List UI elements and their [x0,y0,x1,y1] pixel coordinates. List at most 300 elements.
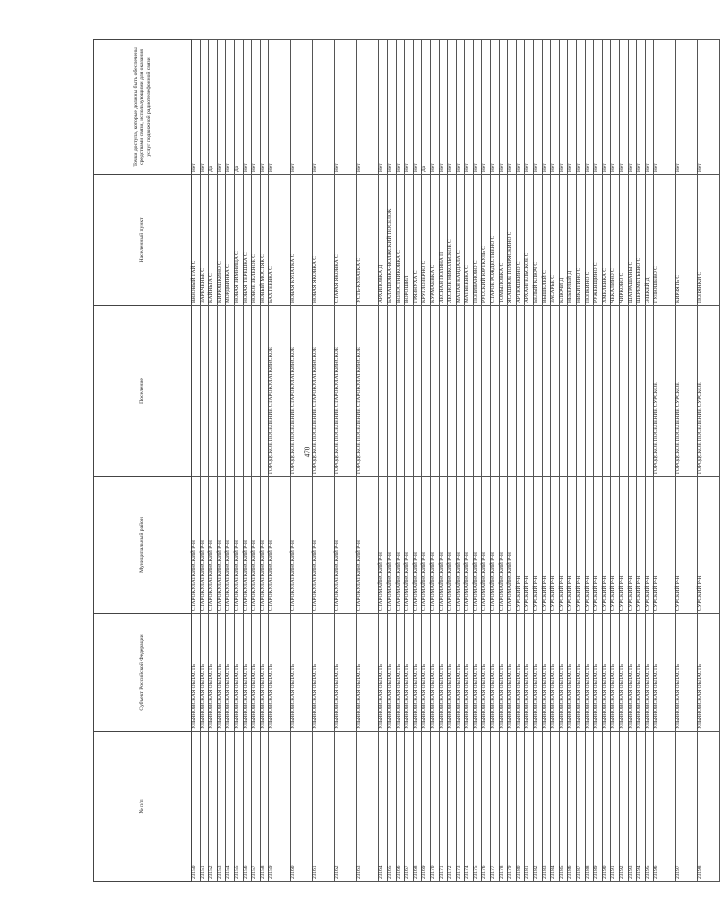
locality-cell: ТОМЫЛОВКА С [499,175,508,306]
settlement-cell [551,306,560,477]
locality-cell: СТАРАЯ ЯКОВКА С [335,175,357,306]
subject-cell: УЛЬЯНОВСКАЯ ОБЛАСТЬ [516,614,525,732]
access-point-cell: Нет [456,40,465,175]
table-row [637,40,646,882]
district-cell: СТАРОКУЛАТКИНСКИЙ Р-Н [252,477,261,614]
access-point-cell: Нет [619,40,628,175]
settlement-cell [559,306,568,477]
settlement-cell [516,306,525,477]
subject-cell: УЛЬЯНОВСКАЯ ОБЛАСТЬ [430,614,439,732]
row-number-cell: 23188 [585,732,594,882]
access-point-cell: Нет [217,40,226,175]
row-number-cell: 23196 [654,732,676,882]
settlement-cell [628,306,637,477]
subject-cell: УЛЬЯНОВСКАЯ ОБЛАСТЬ [439,614,448,732]
district-cell: СТАРОМАЙНСКИЙ Р-Н [430,477,439,614]
access-point-cell: Нет [611,40,620,175]
settlement-cell [534,306,543,477]
locality-cell: ШАТРАШАНЫ С [628,175,637,306]
settlement-cell [379,306,388,477]
district-cell: СУРСКИЙ Р-Н [698,477,720,614]
settlement-cell [226,306,235,477]
row-number-cell: 23156 [243,732,252,882]
subject-cell: УЛЬЯНОВСКАЯ ОБЛАСТЬ [585,614,594,732]
subject-cell: УЛЬЯНОВСКАЯ ОБЛАСТЬ [200,614,209,732]
row-number-cell: 23197 [676,732,698,882]
subject-cell: УЛЬЯНОВСКАЯ ОБЛАСТЬ [217,614,226,732]
settlement-cell: ГОРОДСКОЕ ПОСЕЛЕНИЕ СТАРОКУЛАТКИНСКОЕ [357,306,379,477]
subject-cell: УЛЬЯНОВСКАЯ ОБЛАСТЬ [396,614,405,732]
district-cell: СТАРОКУЛАТКИНСКИЙ Р-Н [260,477,269,614]
table-row [192,40,201,882]
district-cell: СТАРОМАЙНСКИЙ Р-Н [499,477,508,614]
access-point-cell: Нет [269,40,291,175]
subject-cell: УЛЬЯНОВСКАЯ ОБЛАСТЬ [577,614,586,732]
subject-cell: УЛЬЯНОВСКАЯ ОБЛАСТЬ [243,614,252,732]
table-row [291,40,313,882]
row-number-cell: 23183 [542,732,551,882]
district-cell: СТАРОМАЙНСКИЙ Р-Н [465,477,474,614]
district-cell: СТАРОМАЙНСКИЙ Р-Н [422,477,431,614]
subject-cell: УЛЬЯНОВСКАЯ ОБЛАСТЬ [335,614,357,732]
access-point-cell: Нет [335,40,357,175]
row-number-cell: 23189 [594,732,603,882]
subject-cell: УЛЬЯНОВСКАЯ ОБЛАСТЬ [568,614,577,732]
row-number-cell: 23173 [456,732,465,882]
settlement-cell: ГОРОДСКОЕ ПОСЕЛЕНИЕ СТАРОКУЛАТКИНСКОЕ [335,306,357,477]
row-number-cell: 23159 [269,732,291,882]
row-number-cell: 23179 [508,732,517,882]
access-point-cell: Нет [654,40,676,175]
access-point-cell: Нет [525,40,534,175]
table-row [209,40,218,882]
district-cell: СУРСКИЙ Р-Н [516,477,525,614]
settlement-cell: ГОРОДСКОЕ ПОСЕЛЕНИЕ СТАРОКУЛАТКИНСКОЕ [269,306,291,477]
locality-cell: БАХТЕЕВКА С [269,175,291,306]
district-cell: СТАРОКУЛАТКИНСКИЙ Р-Н [335,477,357,614]
row-number-cell: 23160 [291,732,313,882]
access-point-cell: Нет [430,40,439,175]
row-number-cell: 23152 [209,732,218,882]
table-row [335,40,357,882]
settlement-cell [473,306,482,477]
subject-cell: УЛЬЯНОВСКАЯ ОБЛАСТЬ [534,614,543,732]
district-cell: СУРСКИЙ Р-Н [534,477,543,614]
table-row [594,40,603,882]
locality-cell: ЭЗЕКЕЙ Д [645,175,654,306]
row-number-cell: 23192 [619,732,628,882]
access-point-cell: Нет [357,40,379,175]
access-point-cell: Да [422,40,431,175]
access-point-cell: Нет [252,40,261,175]
subject-cell: УЛЬЯНОВСКАЯ ОБЛАСТЬ [456,614,465,732]
locality-cell: КУРМАЕВКА С [430,175,439,306]
district-cell: СТАРОМАЙНСКИЙ Р-Н [482,477,491,614]
settlement-cell [568,306,577,477]
locality-cell: ЛЕСНАЯ ПОЛЯНА П [439,175,448,306]
table-row [387,40,396,882]
settlement-cell [234,306,243,477]
locality-cell: ВЫШЕЛЕЙ С [542,175,551,306]
subject-cell: УЛЬЯНОВСКАЯ ОБЛАСТЬ [226,614,235,732]
settlement-cell [422,306,431,477]
table-row [491,40,500,882]
settlements-table [93,39,720,882]
table-row [698,40,720,882]
row-number-cell: 23175 [473,732,482,882]
locality-cell: НОВЫЙ МОСТЯК С [260,175,269,306]
header-number: № п/п [94,732,192,882]
locality-cell: АРХИПОВКА Д [379,175,388,306]
settlement-cell [611,306,620,477]
district-cell: СТАРОКУЛАТКИНСКИЙ Р-Н [209,477,218,614]
settlement-cell [482,306,491,477]
subject-cell: УЛЬЯНОВСКАЯ ОБЛАСТЬ [551,614,560,732]
subject-cell: УЛЬЯНОВСКАЯ ОБЛАСТЬ [645,614,654,732]
row-number-cell: 23172 [448,732,457,882]
subject-cell: УЛЬЯНОВСКАЯ ОБЛАСТЬ [482,614,491,732]
locality-cell: АРТЮШКИНО С [516,175,525,306]
district-cell: СУРСКИЙ Р-Н [551,477,560,614]
district-cell: СТАРОКУЛАТКИНСКИЙ Р-Н [200,477,209,614]
row-number-cell: 23178 [499,732,508,882]
subject-cell: УЛЬЯНОВСКАЯ ОБЛАСТЬ [611,614,620,732]
locality-cell: НОВАЯ ТЕРЕШКА С [243,175,252,306]
locality-cell: ЧЕКАЛИНО С [611,175,620,306]
district-cell: СТАРОМАЙНСКИЙ Р-Н [508,477,517,614]
subject-cell: УЛЬЯНОВСКАЯ ОБЛАСТЬ [252,614,261,732]
subject-cell: УЛЬЯНОВСКАЯ ОБЛАСТЬ [542,614,551,732]
district-cell: СТАРОКУЛАТКИНСКИЙ Р-Н [291,477,313,614]
locality-cell: НОВАЯ КУЛАТКА С [291,175,313,306]
access-point-cell: Нет [260,40,269,175]
settlement-cell [619,306,628,477]
header-settlement: Поселение [94,306,192,477]
subject-cell: УЛЬЯНОВСКАЯ ОБЛАСТЬ [619,614,628,732]
subject-cell: УЛЬЯНОВСКАЯ ОБЛАСТЬ [387,614,396,732]
access-point-cell: Нет [387,40,396,175]
subject-cell: УЛЬЯНОВСКАЯ ОБЛАСТЬ [654,614,676,732]
locality-cell: ГРЯЗНУХА С [413,175,422,306]
access-point-cell: Нет [534,40,543,175]
table-row [430,40,439,882]
access-point-cell: Нет [676,40,698,175]
locality-cell: РУЖЕВЩИНО С [594,175,603,306]
district-cell: СУРСКИЙ Р-Н [611,477,620,614]
district-cell: СУРСКИЙ Р-Н [542,477,551,614]
table-body [192,40,720,882]
district-cell: СТАРОМАЙНСКИЙ Р-Н [387,477,396,614]
access-point-cell: Нет [405,40,414,175]
row-number-cell: 23184 [551,732,560,882]
access-point-cell: Нет [602,40,611,175]
settlement-cell [387,306,396,477]
subject-cell: УЛЬЯНОВСКАЯ ОБЛАСТЬ [602,614,611,732]
subject-cell: УЛЬЯНОВСКАЯ ОБЛАСТЬ [465,614,474,732]
table-row [577,40,586,882]
subject-cell: УЛЬЯНОВСКАЯ ОБЛАСТЬ [405,614,414,732]
locality-cell: НОВАЯ ЯКОВКА С [313,175,335,306]
row-number-cell: 23193 [628,732,637,882]
row-number-cell: 23161 [313,732,335,882]
row-number-cell: 23186 [568,732,577,882]
district-cell: СТАРОМАЙНСКИЙ Р-Н [491,477,500,614]
settlement-cell [405,306,414,477]
district-cell: СУРСКИЙ Р-Н [676,477,698,614]
row-number-cell: 23198 [698,732,720,882]
district-cell: СУРСКИЙ Р-Н [637,477,646,614]
settlement-cell [585,306,594,477]
access-point-cell: Нет [313,40,335,175]
locality-cell: СТАРОЕ РОЖДЕСТВЕНО С [491,175,500,306]
settlement-cell [637,306,646,477]
subject-cell: УЛЬЯНОВСКАЯ ОБЛАСТЬ [313,614,335,732]
district-cell: СТАРОМАЙНСКИЙ Р-Н [473,477,482,614]
row-number-cell: 23163 [357,732,379,882]
locality-cell: ВОЛОСТНИКОВКА С [396,175,405,306]
locality-cell: КАЙНЬГА С [209,175,218,306]
access-point-cell: Да [234,40,243,175]
access-point-cell: Нет [243,40,252,175]
access-point-cell: Нет [439,40,448,175]
row-number-cell: 23182 [534,732,543,882]
settlement-cell [508,306,517,477]
row-number-cell: 23162 [335,732,357,882]
locality-cell: УСТЬ-КУЛАТКА С [357,175,379,306]
subject-cell: УЛЬЯНОВСКАЯ ОБЛАСТЬ [508,614,517,732]
settlement-cell [456,306,465,477]
settlement-cell [413,306,422,477]
district-cell: СУРСКИЙ Р-Н [602,477,611,614]
settlement-cell [243,306,252,477]
page-number: 470 [303,446,312,458]
access-point-cell: Нет [448,40,457,175]
row-number-cell: 23180 [516,732,525,882]
locality-cell: ПОЛКИНО С [585,175,594,306]
row-number-cell: 23157 [252,732,261,882]
access-point-cell: Нет [568,40,577,175]
access-point-cell: Нет [192,40,201,175]
row-number-cell: 23191 [611,732,620,882]
district-cell: СТАРОКУЛАТКИНСКИЙ Р-Н [234,477,243,614]
subject-cell: УЛЬЯНОВСКАЯ ОБЛАСТЬ [628,614,637,732]
settlement-cell [542,306,551,477]
district-cell: СУРСКИЙ Р-Н [654,477,676,614]
subject-cell: УЛЬЯНОВСКАЯ ОБЛАСТЬ [559,614,568,732]
settlement-cell [491,306,500,477]
locality-cell: ШЕРЕМЕТЬЕВО С [637,175,646,306]
locality-cell: НОВАЯ ЗИМНИЦА С [234,175,243,306]
settlement-cell [252,306,261,477]
locality-cell: ЯСАШНОЕ ПОМРЯСКИНО С [508,175,517,306]
settlement-cell [200,306,209,477]
district-cell: СТАРОМАЙНСКИЙ Р-Н [448,477,457,614]
subject-cell: УЛЬЯНОВСКАЯ ОБЛАСТЬ [525,614,534,732]
access-point-cell: Да [209,40,218,175]
locality-cell: БАЛАШОВКА-ВОЛЖСКИЙ ПОСЕЛОК [387,175,396,306]
locality-cell: МАЛАЯ КАНДАЛА С [456,175,465,306]
district-cell: СТАРОКУЛАТКИНСКИЙ Р-Н [243,477,252,614]
district-cell: СТАРОКУЛАТКИНСКИЙ Р-Н [357,477,379,614]
table-row [619,40,628,882]
district-cell: СТАРОМАЙНСКИЙ Р-Н [439,477,448,614]
settlement-cell [192,306,201,477]
subject-cell: УЛЬЯНОВСКАЯ ОБЛАСТЬ [594,614,603,732]
subject-cell: УЛЬЯНОВСКАЯ ОБЛАСТЬ [357,614,379,732]
subject-cell: УЛЬЯНОВСКАЯ ОБЛАСТЬ [491,614,500,732]
table-row [252,40,261,882]
subject-cell: УЛЬЯНОВСКАЯ ОБЛАСТЬ [422,614,431,732]
district-cell: СУРСКИЙ Р-Н [577,477,586,614]
settlement-cell [448,306,457,477]
settlement-cell [577,306,586,477]
row-number-cell: 23164 [379,732,388,882]
settlement-cell [465,306,474,477]
access-point-cell: Нет [628,40,637,175]
locality-cell: МОРДВИНКА С [226,175,235,306]
table-row [313,40,335,882]
row-number-cell: 23167 [405,732,414,882]
table-header-row [94,40,192,882]
locality-cell: ЧИРКОВО С [619,175,628,306]
locality-cell: ЛЕСНОЕ НИКОЛЬСКОЕ С [448,175,457,306]
settlement-cell [439,306,448,477]
locality-cell: АРХАНГЕЛЬСКОЕ С [525,175,534,306]
settlement-cell [430,306,439,477]
row-number-cell: 23150 [192,732,201,882]
row-number-cell: 23177 [491,732,500,882]
access-point-cell: Нет [200,40,209,175]
access-point-cell: Нет [577,40,586,175]
subject-cell: УЛЬЯНОВСКАЯ ОБЛАСТЬ [291,614,313,732]
settlement-cell [499,306,508,477]
table-row [234,40,243,882]
table-row [357,40,379,882]
access-point-cell: Нет [465,40,474,175]
subject-cell: УЛЬЯНОВСКАЯ ОБЛАСТЬ [473,614,482,732]
table-row [405,40,414,882]
subject-cell: УЛЬЯНОВСКАЯ ОБЛАСТЬ [499,614,508,732]
locality-cell: БЕЛЫЙ КЛЮЧ С [534,175,543,306]
district-cell: СТАРОКУЛАТКИНСКИЙ Р-Н [217,477,226,614]
district-cell: СТАРОКУЛАТКИНСКИЙ Р-Н [269,477,291,614]
district-cell: СУРСКИЙ Р-Н [525,477,534,614]
settlement-cell [602,306,611,477]
subject-cell: УЛЬЯНОВСКАЯ ОБЛАСТЬ [269,614,291,732]
locality-cell: ЗАРЕЧЕНЬЕ С [200,175,209,306]
row-number-cell: 23153 [217,732,226,882]
district-cell: СУРСКИЙ Р-Н [568,477,577,614]
locality-cell: ГУЛЮШЕВО С [654,175,676,306]
row-number-cell: 23166 [396,732,405,882]
subject-cell: УЛЬЯНОВСКАЯ ОБЛАСТЬ [209,614,218,732]
table-row [654,40,676,882]
access-point-cell: Нет [637,40,646,175]
subject-cell: УЛЬЯНОВСКАЯ ОБЛАСТЬ [260,614,269,732]
locality-cell: ЗАСАРЬЕ С [551,175,560,306]
settlement-cell [217,306,226,477]
settlement-cell [525,306,534,477]
access-point-cell: Нет [396,40,405,175]
access-point-cell: Нет [379,40,388,175]
row-number-cell: 23154 [226,732,235,882]
row-number-cell: 23174 [465,732,474,882]
row-number-cell: 23194 [637,732,646,882]
row-number-cell: 23185 [559,732,568,882]
rotated-table-container [93,40,704,882]
access-point-cell: Нет [291,40,313,175]
access-point-cell: Нет [499,40,508,175]
row-number-cell: 23195 [645,732,654,882]
subject-cell: УЛЬЯНОВСКАЯ ОБЛАСТЬ [413,614,422,732]
table-row [448,40,457,882]
subject-cell: УЛЬЯНОВСКАЯ ОБЛАСТЬ [192,614,201,732]
row-number-cell: 23169 [422,732,431,882]
settlement-cell: ГОРОДСКОЕ ПОСЕЛЕНИЕ СУРСКОЕ [698,306,720,477]
subject-cell: УЛЬЯНОВСКАЯ ОБЛАСТЬ [637,614,646,732]
row-number-cell: 23190 [602,732,611,882]
district-cell: СТАРОКУЛАТКИНСКИЙ Р-Н [313,477,335,614]
header-access-points: Точки доступа, которые должны быть обеспечены средствами связи, использующими для оказания услуг подвижной радиотелефонной связи [94,40,192,175]
settlement-cell [396,306,405,477]
district-cell: СУРСКИЙ Р-Н [645,477,654,614]
locality-cell: НЕБЕРЛЕЙ Д [568,175,577,306]
row-number-cell: 23151 [200,732,209,882]
access-point-cell: Нет [413,40,422,175]
row-number-cell: 23181 [525,732,534,882]
subject-cell: УЛЬЯНОВСКАЯ ОБЛАСТЬ [379,614,388,732]
subject-cell: УЛЬЯНОВСКАЯ ОБЛАСТЬ [698,614,720,732]
row-number-cell: 23187 [577,732,586,882]
header-subject: Субъект Российской Федерации [94,614,192,732]
settlement-cell [209,306,218,477]
settlement-cell: ГОРОДСКОЕ ПОСЕЛЕНИЕ СТАРОКУЛАТКИНСКОЕ [313,306,335,477]
settlement-cell: ГОРОДСКОЕ ПОСЕЛЕНИЕ СУРСКОЕ [654,306,676,477]
locality-cell: МАТВЕЕВКА С [465,175,474,306]
district-cell: СТАРОМАЙНСКИЙ Р-Н [379,477,388,614]
header-locality: Населенный пункт [94,175,192,306]
locality-cell: КИРЮШКИНО С [217,175,226,306]
table-row [269,40,291,882]
district-cell: СУРСКИЙ Р-Н [559,477,568,614]
locality-cell: ХМЕЛЕВКА С [602,175,611,306]
subject-cell: УЛЬЯНОВСКАЯ ОБЛАСТЬ [234,614,243,732]
row-number-cell: 23158 [260,732,269,882]
district-cell: СУРСКИЙ Р-Н [628,477,637,614]
locality-cell: ПОЛЯНКИ С [698,175,720,306]
access-point-cell: Нет [585,40,594,175]
settlement-cell: ГОРОДСКОЕ ПОСЕЛЕНИЕ СТАРОКУЛАТКИНСКОЕ [291,306,313,477]
access-point-cell: Нет [226,40,235,175]
settlement-cell [594,306,603,477]
locality-cell: КРУГЛОЗЕРНО С [422,175,431,306]
locality-cell: РУССКИЙ ЮРТКУЛЬ С [482,175,491,306]
row-number-cell: 23176 [482,732,491,882]
district-cell: СТАРОМАЙНСКИЙ Р-Н [456,477,465,614]
settlement-cell: ГОРОДСКОЕ ПОСЕЛЕНИЕ СУРСКОЕ [676,306,698,477]
locality-cell: КЛЮЧИ Д [559,175,568,306]
district-cell: СТАРОКУЛАТКИНСКИЙ Р-Н [192,477,201,614]
locality-cell: НОВОЕ ЗЕЛЕНОЕ С [252,175,261,306]
document-page [93,40,704,882]
access-point-cell: Нет [594,40,603,175]
district-cell: СУРСКИЙ Р-Н [619,477,628,614]
table-row [534,40,543,882]
district-cell: СТАРОМАЙНСКИЙ Р-Н [396,477,405,614]
subject-cell: УЛЬЯНОВСКАЯ ОБЛАСТЬ [676,614,698,732]
row-number-cell: 23155 [234,732,243,882]
access-point-cell: Нет [508,40,517,175]
